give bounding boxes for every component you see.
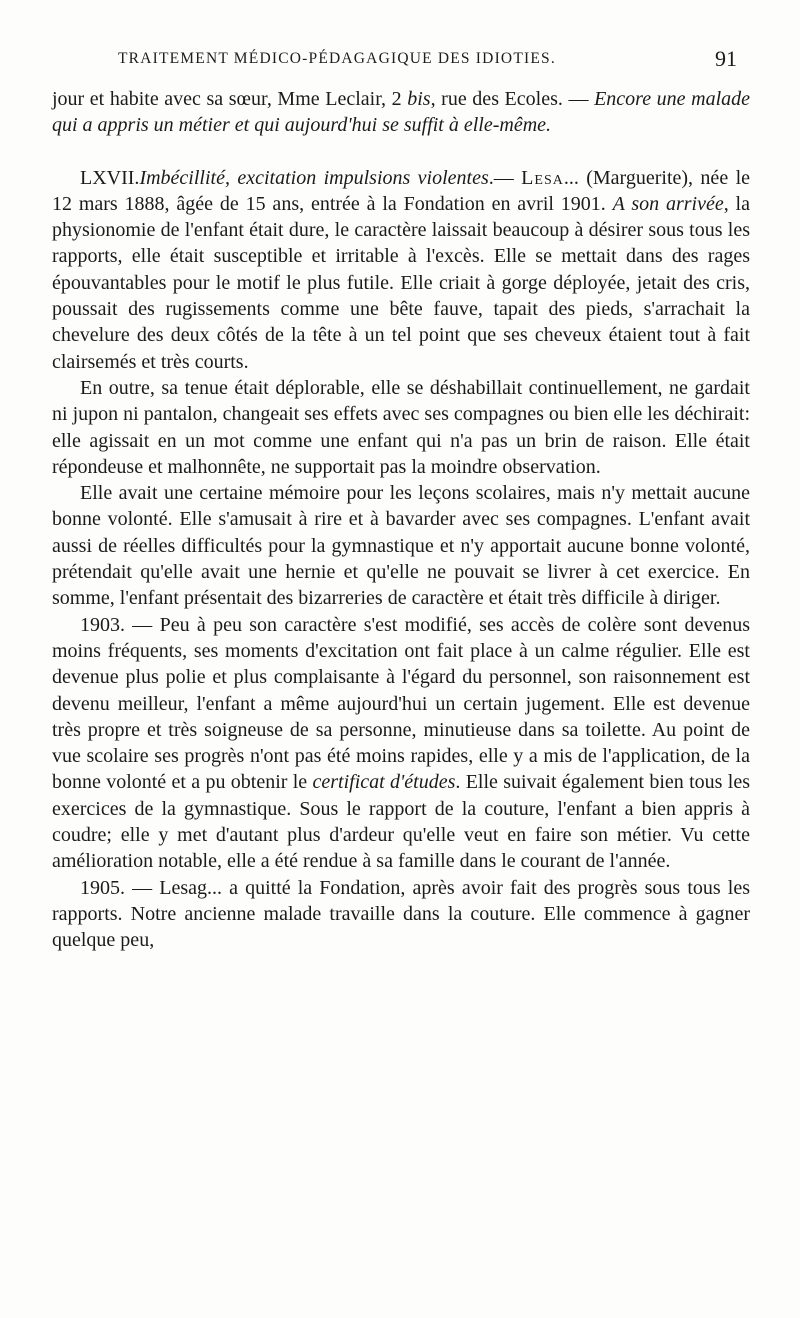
paragraph-1905: 1905. — Lesag... a quitté la Fondation, après avoir fait des progrès sous tous les rapports. Notre ancienne malade travaille dans la couture. Elle commence à gagner quelque peu,	[52, 876, 750, 952]
body-text	[52, 86, 750, 954]
text-run-italic: certificat d'études	[312, 771, 456, 794]
text-run: , la physionomie de l'enfant était dure, le caractère laissait beaucoup à désirer sous tous les rapports, elle était susceptible et irritable à l'excès. Elle se mettait dans des rages épouvantables pour le motif le plus futile. Elle criait à gorge déployée, jetait des cris, poussait des rugissements comme une bête fauve, tapait des pieds, s'arrachait la chevelure des deux côtés de la tête à un tel point que ses cheveux étaient tout à fait clairsemés et très courts.	[52, 192, 750, 373]
page-number: 91	[715, 46, 737, 71]
text-run-italic: Encore une malade qui a appris un métier et qui aujourd'hui se suffit à elle-même.	[52, 88, 751, 137]
paragraph: Elle avait une certaine mémoire pour les leçons scolaires, mais n'y mettait aucune bonne volonté. Elle s'amusait à rire et à bavarder avec ses compagnes. L'enfant avait aussi de réelles difficultés pour la gymnastique et n'y apportait aucune bonne volonté, prétendait qu'elle avait une hernie et qu'elle ne pouvait se livrer à cet exercice. En somme, l'enfant présentait des bizarreries de caractère et était très difficile à diriger.	[52, 482, 750, 610]
text-run: jour et habite avec sa sœur, Mme Leclair, 2	[52, 88, 408, 110]
paragraph-continuation	[52, 86, 750, 139]
running-head	[0, 46, 800, 76]
case-heading-paragraph	[52, 165, 750, 375]
paragraph: En outre, sa tenue était déplorable, elle se déshabillait continuellement, ne gardait ni jupon ni pantalon, changeait ses effets avec ses compagnes ou bien elle les déchirait: elle agissait en un mot comme une enfant qui n'a pas un brin de raison. Elle était répondeuse et malhonnête, ne supportait pas la moindre observation.	[52, 376, 750, 478]
text-run: , rue des Ecoles.	[430, 88, 563, 110]
running-title: TRAITEMENT MÉDICO-PÉDAGAGIQUE DES IDIOTIES.	[118, 50, 556, 67]
patient-name: Lesa	[521, 166, 564, 189]
text-run: —	[562, 88, 595, 110]
text-run: . Elle suivait également bien tous les exercices de la gymnastique. Sous le rapport de la couture, l'enfant a bien appris à coudre; elle y met d'autant plus d'ardeur qu'elle veut en faire son métier. Vu cette amélioration notable, elle a été rendue à sa famille dans le courant de l'année.	[52, 771, 750, 873]
text-run: ... (Marguerite), née le 12 mars 1888, âgée de 15 ans, entrée à la Fondation en avril 1901.	[52, 166, 751, 215]
text-run-italic: A son arrivée	[612, 192, 724, 215]
text-run-italic: bis	[407, 88, 431, 110]
text-run: 1903. — Peu à peu son caractère s'est modifié, ses accès de colère sont devenus moins fréquents, ses moments d'excitation ont fait place à un calme régulier. Elle est devenue plus polie et plus complaisante à l'égard du personnel, son raisonnement est devenu meilleur, l'enfant a même aujourd'hui un certain jugement. Elle est devenue très propre et très soigneuse de sa personne, minutieuse dans sa toilette. Au point de vue scolaire ses progrès n'ont pas été moins rapides, elle y a mis de l'application, de la bonne volonté et a pu obtenir le	[52, 613, 750, 794]
paragraph-1903	[52, 612, 750, 875]
case-number: LXVII.	[80, 166, 140, 189]
text-run: .—	[488, 166, 522, 189]
case-title: Imbécillité, excitation impulsions violentes	[139, 166, 489, 189]
